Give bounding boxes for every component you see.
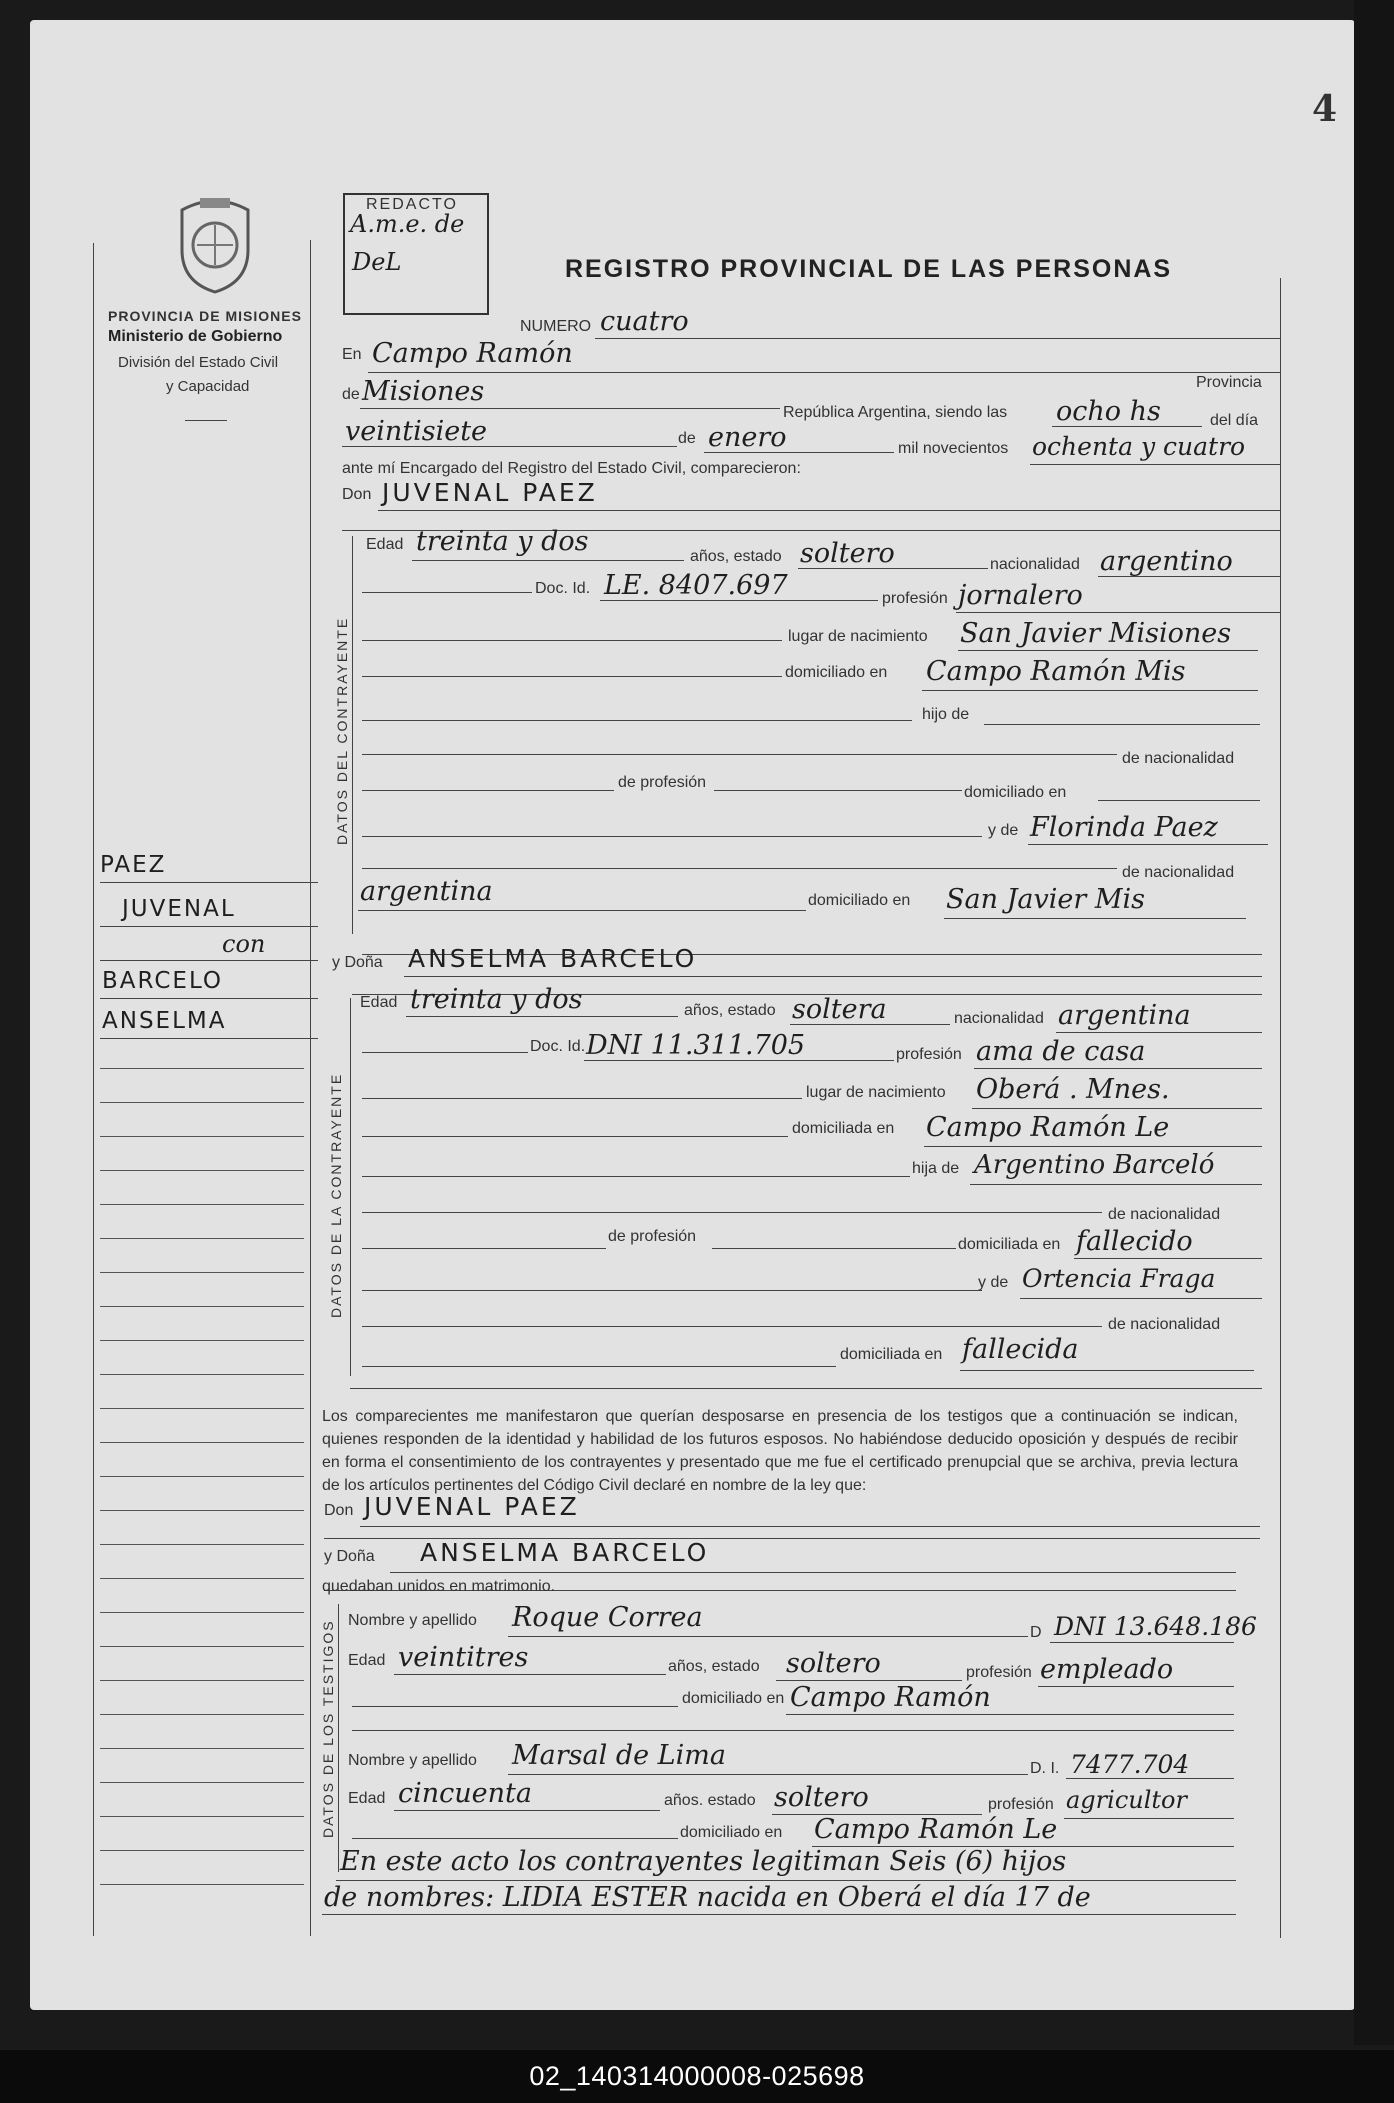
de-mes-label: de	[678, 430, 696, 447]
margin-rule	[100, 1680, 304, 1681]
rule	[584, 1060, 894, 1061]
rule	[352, 1838, 678, 1839]
rule	[1064, 1818, 1234, 1819]
bride-address: Campo Ramón Le	[926, 1112, 1170, 1143]
groom-lugar-label: lugar de nacimiento	[788, 628, 928, 645]
book-spine	[1354, 0, 1394, 2045]
rule	[712, 1248, 956, 1249]
rule	[776, 1680, 962, 1681]
rule	[790, 1024, 950, 1025]
margin-rule	[100, 1510, 304, 1511]
stamp-label: REDACTO	[366, 196, 458, 213]
act-day: veintisiete	[345, 416, 488, 447]
w2-nombre-label: Nombre y apellido	[348, 1752, 477, 1769]
groom-dom2-label: domiciliado en	[808, 892, 911, 909]
margin-rule	[100, 1442, 304, 1443]
bride-doc-label: Doc. Id.	[530, 1038, 586, 1055]
rule	[1038, 1686, 1234, 1687]
rule	[336, 1880, 1236, 1881]
rule	[595, 338, 1280, 339]
rule	[508, 1636, 1028, 1637]
rule	[508, 1774, 1028, 1775]
ante-text: ante mí Encargado del Registro del Estado Civil, comparecieron:	[342, 460, 801, 477]
rule	[362, 1212, 1102, 1213]
w1-anos-label: años, estado	[668, 1658, 760, 1675]
rule	[350, 1388, 1262, 1389]
rule	[1056, 1032, 1262, 1033]
bride-lugar-label: lugar de nacimiento	[806, 1084, 946, 1101]
groom-name: JUVENAL PAEZ	[382, 478, 598, 507]
province-label: PROVINCIA DE MISIONES	[108, 308, 302, 324]
bride-nac-label: nacionalidad	[954, 1010, 1044, 1027]
bride-document: DNI 11.311.705	[586, 1030, 806, 1061]
decl-dona-label: y Doña	[324, 1548, 375, 1565]
margin-rule	[100, 1476, 304, 1477]
decl-groom-name: JUVENAL PAEZ	[364, 1492, 580, 1521]
bride-dom2-label: domiciliada en	[840, 1346, 943, 1363]
w1-address: Campo Ramón	[790, 1682, 991, 1713]
rule	[362, 1248, 606, 1249]
notes-line-1: En este acto los contrayentes legitiman Seis (6) hijos	[340, 1846, 1067, 1877]
groom-mother-nationality: argentina	[360, 876, 493, 907]
rule	[362, 1052, 528, 1053]
groom-section-bracket	[352, 536, 353, 934]
rule	[412, 560, 684, 561]
groom-profession: jornalero	[958, 580, 1083, 611]
rule	[984, 724, 1260, 725]
act-number: cuatro	[600, 306, 689, 337]
bride-nationality: argentina	[1058, 1000, 1191, 1031]
margin-rule	[100, 1306, 304, 1307]
rule	[100, 998, 318, 999]
don-label: Don	[342, 486, 372, 503]
rule	[100, 960, 318, 961]
bride-section-bracket	[350, 998, 351, 1376]
bride-mother-name: Ortencia Fraga	[1022, 1264, 1216, 1293]
margin-rule	[100, 1782, 304, 1783]
rule	[1020, 1298, 1262, 1299]
rule	[798, 568, 988, 569]
rule	[944, 918, 1246, 919]
groom-document: LE. 8407.697	[604, 570, 788, 601]
margin-note-3: con	[222, 930, 266, 958]
groom-hijo-label: hijo de	[922, 706, 970, 723]
groom-dom-label: domiciliado en	[785, 664, 888, 681]
groom-address: Campo Ramón Mis	[926, 656, 1186, 687]
groom-section-label: DATOS DEL CONTRAYENTE	[334, 616, 350, 845]
groom-age: treinta y dos	[416, 526, 589, 557]
bride-de-prof-label: de profesión	[608, 1228, 697, 1245]
page-number: 4	[1312, 88, 1338, 130]
rule	[352, 1706, 678, 1707]
rule	[362, 592, 532, 593]
rule	[352, 1730, 1234, 1731]
rule	[362, 1098, 802, 1099]
rule	[362, 754, 1117, 755]
mil-label: mil novecientos	[898, 440, 1009, 457]
act-month: enero	[708, 422, 787, 453]
groom-civil-status: soltero	[800, 538, 895, 569]
bride-edad-label: Edad	[360, 994, 398, 1011]
stamp-line1: A.m.e. de	[350, 210, 465, 238]
notes-line-2: de nombres: LIDIA ESTER nacida en Oberá el día 17 de	[324, 1882, 1091, 1913]
margin-left-border	[93, 243, 94, 1936]
rule	[970, 1184, 1262, 1185]
dona-label: y Doña	[332, 954, 383, 971]
declaration-paragraph: Los comparecientes me manifestaron que querían desposarse en presencia de los testigos que a continuación se indican, quienes responden de la identidad y habilidad de los futuros esposos. No habiéndose deducido oposición y después de recibir en forma el consentimiento de los contrayentes y presentado que me fue el certificado prenupcial que se archiva, previa lectura de los artículos pertinentes del Código Civil declaré en nombre de la ley que:	[322, 1408, 1238, 1494]
act-hour: ocho hs	[1056, 396, 1161, 427]
groom-de-prof-label: de profesión	[618, 774, 707, 791]
rule	[368, 372, 1280, 373]
act-province: Misiones	[362, 376, 485, 407]
rule	[360, 1526, 1260, 1527]
groom-mother-name: Florinda Paez	[1030, 812, 1218, 843]
de-label: de	[342, 386, 360, 403]
rule	[362, 1290, 982, 1291]
decl-don-label: Don	[324, 1502, 354, 1519]
margin-rule	[100, 1578, 304, 1579]
w1-edad-label: Edad	[348, 1652, 386, 1669]
groom-doc-label: Doc. Id.	[535, 580, 591, 597]
w1-dom-label: domiciliado en	[682, 1690, 785, 1707]
rule	[360, 408, 780, 409]
form-right-border	[1280, 278, 1281, 1938]
bride-mother-address: fallecida	[962, 1334, 1079, 1365]
rule	[362, 1326, 1102, 1327]
footer-code: 02_140314000008-025698	[0, 2050, 1394, 2103]
rule	[1050, 1642, 1234, 1643]
rule	[322, 1914, 1236, 1915]
w1-age: veintitres	[398, 1642, 529, 1673]
groom-prof-label: profesión	[882, 590, 948, 607]
rule	[960, 1370, 1254, 1371]
rule	[362, 868, 1117, 869]
margin-rule	[100, 1612, 304, 1613]
groom-birthplace: San Javier Misiones	[960, 618, 1232, 649]
decl-bride-name: ANSELMA BARCELO	[420, 1538, 710, 1567]
rule	[100, 882, 318, 883]
rule	[922, 690, 1258, 691]
margin-rule	[100, 1748, 304, 1749]
groom-nationality: argentino	[1100, 546, 1233, 577]
bride-father-address: fallecido	[1076, 1226, 1193, 1257]
division-line1: División del Estado Civil	[118, 354, 279, 371]
margin-rule	[100, 1646, 304, 1647]
margin-note-4: BARCELO	[102, 968, 224, 994]
margin-rule	[100, 1408, 304, 1409]
bride-birthplace: Oberá . Mnes.	[976, 1074, 1170, 1105]
rule	[362, 676, 782, 677]
rule	[924, 1146, 1262, 1147]
rule	[956, 612, 1280, 613]
republica-label: República Argentina, siendo las	[783, 404, 1008, 421]
rule	[100, 926, 318, 927]
stamp-line2: DeL	[352, 248, 402, 276]
w2-doc-label: D. I.	[1030, 1760, 1060, 1777]
rule	[362, 720, 912, 721]
w2-edad-label: Edad	[348, 1790, 386, 1807]
w1-prof-label: profesión	[966, 1664, 1032, 1681]
w1-name: Roque Correa	[512, 1602, 703, 1633]
margin-rule	[100, 1068, 304, 1069]
w2-document: 7477.704	[1070, 1750, 1190, 1779]
act-place: Campo Ramón	[372, 338, 573, 369]
rule	[394, 1674, 666, 1675]
rule	[342, 446, 677, 447]
margin-rule	[100, 1340, 304, 1341]
rule	[1028, 844, 1268, 845]
margin-right-border	[310, 240, 311, 1936]
groom-de-nac2-label: de nacionalidad	[1122, 864, 1235, 881]
rule	[362, 790, 614, 791]
w2-profession: agricultor	[1066, 1786, 1187, 1814]
groom-edad-label: Edad	[366, 536, 404, 553]
bride-profession: ama de casa	[976, 1036, 1146, 1067]
bride-father-name: Argentino Barceló	[974, 1150, 1215, 1180]
bride-y-de-label: y de	[978, 1274, 1009, 1291]
rule	[362, 640, 782, 641]
margin-note-5: ANSELMA	[102, 1008, 227, 1034]
register-title: REGISTRO PROVINCIAL DE LAS PERSONAS	[565, 255, 1173, 283]
w1-doc-label: D	[1030, 1624, 1042, 1641]
rule	[362, 1136, 788, 1137]
rule	[378, 510, 1280, 511]
margin-note-1: PAEZ	[100, 852, 167, 878]
rule	[1098, 800, 1260, 801]
act-year: ochenta y cuatro	[1032, 432, 1246, 461]
rule	[1074, 1258, 1262, 1259]
groom-y-de-label: y de	[988, 822, 1019, 839]
bride-civil-status: soltera	[792, 994, 887, 1025]
margin-rule	[100, 1204, 304, 1205]
witness-section-label: DATOS DE LOS TESTIGOS	[320, 1619, 336, 1838]
groom-dom-en-label: domiciliado en	[964, 784, 1067, 801]
rule	[404, 976, 1262, 977]
margin-rule	[100, 1816, 304, 1817]
en-label: En	[342, 346, 362, 363]
groom-mother-address: San Javier Mis	[946, 884, 1145, 915]
w2-civil-status: soltero	[774, 1782, 869, 1813]
margin-rule	[100, 1238, 304, 1239]
margin-rule	[100, 1272, 304, 1273]
provincia-label: Provincia	[1196, 374, 1262, 391]
bride-dom-label: domiciliada en	[792, 1120, 895, 1137]
bride-de-nac-label: de nacionalidad	[1108, 1206, 1221, 1223]
w1-document: DNI 13.648.186	[1054, 1612, 1257, 1641]
bride-name: ANSELMA BARCELO	[408, 944, 698, 973]
margin-rule	[100, 1170, 304, 1171]
bride-dom-en-label: domiciliada en	[958, 1236, 1061, 1253]
w1-civil-status: soltero	[786, 1648, 881, 1679]
groom-anos-label: años, estado	[690, 548, 782, 565]
bride-section-label: DATOS DE LA CONTRAYENTE	[328, 1072, 344, 1318]
bride-hija-label: hija de	[912, 1160, 960, 1177]
province-crest-icon	[172, 190, 258, 294]
w2-name: Marsal de Lima	[512, 1740, 726, 1771]
rule	[362, 1176, 910, 1177]
witness-section-bracket	[338, 1604, 339, 1872]
groom-nac-label: nacionalidad	[990, 556, 1080, 573]
rule	[1052, 426, 1202, 427]
rule	[600, 600, 878, 601]
rule	[358, 910, 806, 911]
margin-rule	[100, 1884, 304, 1885]
bride-prof-label: profesión	[896, 1046, 962, 1063]
header-divider	[185, 420, 227, 421]
rule	[406, 1016, 678, 1017]
rule	[1030, 464, 1280, 465]
w2-anos-label: años. estado	[664, 1792, 756, 1809]
rule	[1066, 1778, 1234, 1779]
rule	[1098, 576, 1280, 577]
w1-profession: empleado	[1040, 1654, 1174, 1685]
bride-de-nac2-label: de nacionalidad	[1108, 1316, 1221, 1333]
margin-rule	[100, 1714, 304, 1715]
numero-label: NUMERO	[520, 318, 592, 335]
margin-rule	[100, 1544, 304, 1545]
margin-rule	[100, 1136, 304, 1137]
w2-address: Campo Ramón Le	[814, 1814, 1058, 1845]
margin-rule	[100, 1374, 304, 1375]
division-line2: y Capacidad	[166, 378, 250, 395]
rule	[394, 1810, 660, 1811]
rule	[958, 650, 1258, 651]
ministry-label: Ministerio de Gobierno	[108, 328, 283, 345]
rule	[714, 790, 962, 791]
w1-nombre-label: Nombre y apellido	[348, 1612, 477, 1629]
rule	[362, 836, 982, 837]
rule	[362, 1366, 836, 1367]
decl-united-text: quedaban unidos en matrimonio.	[322, 1578, 556, 1595]
rule	[786, 1714, 1234, 1715]
w2-age: cincuenta	[398, 1778, 532, 1809]
rule	[974, 1068, 1262, 1069]
groom-de-nac-label: de nacionalidad	[1122, 750, 1235, 767]
margin-note-2: JUVENAL	[122, 896, 236, 922]
w2-dom-label: domiciliado en	[680, 1824, 783, 1841]
margin-rule	[100, 1102, 304, 1103]
bride-age: treinta y dos	[410, 984, 583, 1015]
w2-prof-label: profesión	[988, 1796, 1054, 1813]
rule	[390, 1572, 1236, 1573]
del-dia-label: del día	[1210, 412, 1259, 429]
rule	[100, 1038, 318, 1039]
rule	[704, 452, 894, 453]
rule	[972, 1108, 1262, 1109]
bride-anos-label: años, estado	[684, 1002, 776, 1019]
margin-rule	[100, 1850, 304, 1851]
